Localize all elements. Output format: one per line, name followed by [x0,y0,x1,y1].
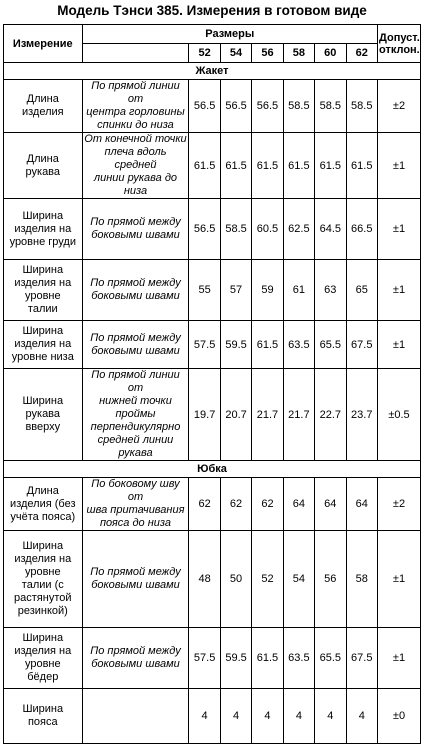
size-value-cell: 65.5 [315,628,346,689]
size-value-cell: 55 [189,260,220,321]
table-row [4,478,421,531]
measurement-description-line: пояса до низа [99,517,171,529]
tolerance-cell: ±0 [378,689,421,744]
size-value-cell: 61.5 [252,628,283,689]
measurement-name [4,80,83,133]
section-title: Юбка [4,461,421,478]
size-value-cell: 54 [283,531,314,628]
measurement-description-line: боковыми швами [91,344,180,357]
measurement-description-line: По прямой между [90,216,181,228]
size-value-cell: 64.5 [315,199,346,260]
size-value-cell: 65.5 [315,321,346,369]
size-value-cell: 58 [346,531,377,628]
size-value-cell: 64 [346,478,377,531]
measurement-description [82,321,189,369]
size-value-cell: 59 [252,260,283,321]
measurement-name-line: Ширина [22,209,64,222]
measurement-description-line: По прямой линии от [91,80,180,105]
size-value-cell: 56.5 [252,80,283,133]
size-value-cell: 57 [220,260,251,321]
measurement-description-line: шва притачивания [86,504,185,516]
size-header: 52 [189,44,220,63]
measurement-name-line: Ширина [22,540,64,552]
measurement-name-line: Ширина [22,703,64,715]
size-value-cell: 63.5 [283,321,314,369]
size-value-cell: 56.5 [220,80,251,133]
measurement-description-line: боковыми швами [91,290,180,302]
measurement-description [82,478,189,531]
tolerance-header-line: Допуст. [379,31,420,44]
measurement-name-line: изделия на [14,645,72,657]
measurement-name-line: уровне груди [9,235,76,248]
measurement-name [4,133,83,199]
section-row [4,461,421,478]
size-value-cell: 61.5 [346,133,377,199]
section-title: Жакет [4,63,421,80]
size-value-cell: 61.5 [220,133,251,199]
table-row [4,628,421,689]
measurement-name [4,531,83,628]
measurement-name-line: Длина [26,484,59,497]
size-value-cell: 58.5 [220,199,251,260]
size-value-cell: 62 [220,478,251,531]
sizes-header: Размеры [82,25,377,44]
measurement-name-line: Ширина [22,325,64,337]
measurement-name-line: Длина [26,93,59,105]
size-value-cell: 4 [220,689,251,744]
size-value-cell: 61.5 [315,133,346,199]
measurement-name-line: Ширина [22,632,64,644]
measurements-table [3,24,421,744]
table-row [4,321,421,369]
measurement-name-line: изделия на [14,277,72,289]
table-row [4,133,421,199]
table-row [4,369,421,461]
measurement-header: Измерение [4,25,83,63]
size-value-cell: 56.5 [189,80,220,133]
measurement-name-line: учёта пояса) [10,510,76,523]
table-row [4,531,421,628]
size-value-cell: 4 [315,689,346,744]
tolerance-cell: ±1 [378,133,421,199]
measurement-name-line: изделия (без [10,497,76,510]
measurement-description-line: боковыми швами [91,229,180,241]
size-value-cell: 19.7 [189,369,220,461]
size-value-cell: 23.7 [346,369,377,461]
size-value-cell: 61.5 [189,133,220,199]
size-value-cell: 21.7 [283,369,314,461]
measurement-description-line: По прямой между [90,331,181,344]
size-value-cell: 57.5 [189,628,220,689]
measurement-name [4,369,83,461]
measurement-description [82,260,189,321]
measurement-name [4,628,83,689]
size-value-cell: 61.5 [252,321,283,369]
tolerance-cell: ±2 [378,80,421,133]
size-value-cell: 57.5 [189,321,220,369]
size-header: 62 [346,44,377,63]
size-value-cell: 67.5 [346,628,377,689]
size-value-cell: 63.5 [283,628,314,689]
table-row [4,80,421,133]
measurement-name-line: уровне [24,566,61,578]
measurement-name-line: уровне [24,290,61,302]
measurement-description-line: По прямой между [90,566,181,578]
tolerance-cell: ±1 [378,321,421,369]
measurement-description-line: боковыми швами [91,579,180,591]
size-value-cell: 65 [346,260,377,321]
measurement-name-line: пояса [27,716,58,728]
size-value-cell: 62 [252,478,283,531]
measurement-name-line: бёдер [27,671,59,683]
measurement-description-line: боковыми швами [91,658,180,670]
section-row [4,63,421,80]
measurement-description [82,199,189,260]
measurement-description-line: центра горловины [86,106,185,118]
measurement-name-line: изделия на [14,338,72,350]
measurement-name-line: Длина [26,152,59,165]
measurement-description [82,369,189,461]
size-value-cell: 58.5 [283,80,314,133]
header-row [4,25,421,44]
measurement-name-line: вверху [25,421,61,433]
measurement-name-line: рукава [25,165,61,178]
size-value-cell: 62.5 [283,199,314,260]
size-value-cell: 60.5 [252,199,283,260]
measurement-description [82,80,189,133]
measurement-name-line: уровне [24,658,61,670]
size-value-cell: 64 [283,478,314,531]
size-value-cell: 59.5 [220,628,251,689]
measurement-name-line: уровне низа [11,351,74,363]
size-value-cell: 58.5 [346,80,377,133]
measurement-description-line: перпендикулярно [90,421,181,433]
size-value-cell: 52 [252,531,283,628]
measurement-description [82,133,189,199]
measurement-description [82,531,189,628]
measurement-name-line: рукава [25,408,61,420]
measurement-description-line: нижней точки проймы [99,395,172,420]
measurement-name-line: изделия на [14,222,72,235]
size-value-cell: 20.7 [220,369,251,461]
measurement-name [4,199,83,260]
tolerance-cell: ±1 [378,199,421,260]
measurement-name-line: талии (с [21,579,64,591]
table-row [4,689,421,744]
size-header-blank [82,44,189,63]
table-row [4,199,421,260]
measurement-description [82,689,189,744]
size-header: 56 [252,44,283,63]
measurement-name [4,478,83,531]
size-value-cell: 4 [346,689,377,744]
size-value-cell: 61.5 [283,133,314,199]
size-value-cell: 61 [283,260,314,321]
size-value-cell: 4 [189,689,220,744]
page-title: Модель Тэнси 385. Измерения в готовом виде [57,3,367,18]
size-value-cell: 21.7 [252,369,283,461]
size-value-cell: 48 [189,531,220,628]
size-value-cell: 50 [220,531,251,628]
measurement-description-line: По прямой линии от [91,369,180,394]
measurement-description-line: По прямой между [90,277,181,289]
size-value-cell: 56.5 [189,199,220,260]
size-value-cell: 59.5 [220,321,251,369]
measurement-name [4,321,83,369]
tolerance-header-line: отклон. [379,43,420,56]
tolerance-cell: ±2 [378,478,421,531]
measurement-name [4,689,83,744]
tolerance-cell: ±1 [378,531,421,628]
measurement-description-line: По прямой между [90,645,181,657]
measurement-name-line: резинкой) [17,605,68,617]
measurement-name-line: Ширина [22,395,64,407]
size-header: 54 [220,44,251,63]
measurement-description-line: От конечной точки [84,133,187,145]
measurement-name-line: растянутой [14,592,72,604]
measurement-description-line: По боковому шву от [91,478,180,503]
measurement-description-line: плеча вдоль средней [104,146,167,171]
measurement-description [82,628,189,689]
measurement-description-line: спинки до низа [97,119,174,131]
size-value-cell: 64 [315,478,346,531]
measurement-name-line: талии [27,303,58,315]
measurement-description-line: средней линии рукава [97,434,174,459]
measurement-description-line: линии рукава до низа [93,172,178,197]
tolerance-header [378,25,421,63]
measurement-name [4,260,83,321]
size-value-cell: 4 [283,689,314,744]
size-value-cell: 56 [315,531,346,628]
size-value-cell: 66.5 [346,199,377,260]
measurement-name-line: изделия [21,106,64,118]
measurement-name-line: изделия на [14,553,72,565]
size-value-cell: 62 [189,478,220,531]
size-value-cell: 63 [315,260,346,321]
size-value-cell: 61.5 [252,133,283,199]
table-row [4,260,421,321]
size-value-cell: 4 [252,689,283,744]
size-header: 60 [315,44,346,63]
size-value-cell: 22.7 [315,369,346,461]
tolerance-cell: ±0.5 [378,369,421,461]
size-header: 58 [283,44,314,63]
measurement-name-line: Ширина [22,264,64,276]
size-value-cell: 67.5 [346,321,377,369]
size-value-cell: 58.5 [315,80,346,133]
tolerance-cell: ±1 [378,260,421,321]
tolerance-cell: ±1 [378,628,421,689]
